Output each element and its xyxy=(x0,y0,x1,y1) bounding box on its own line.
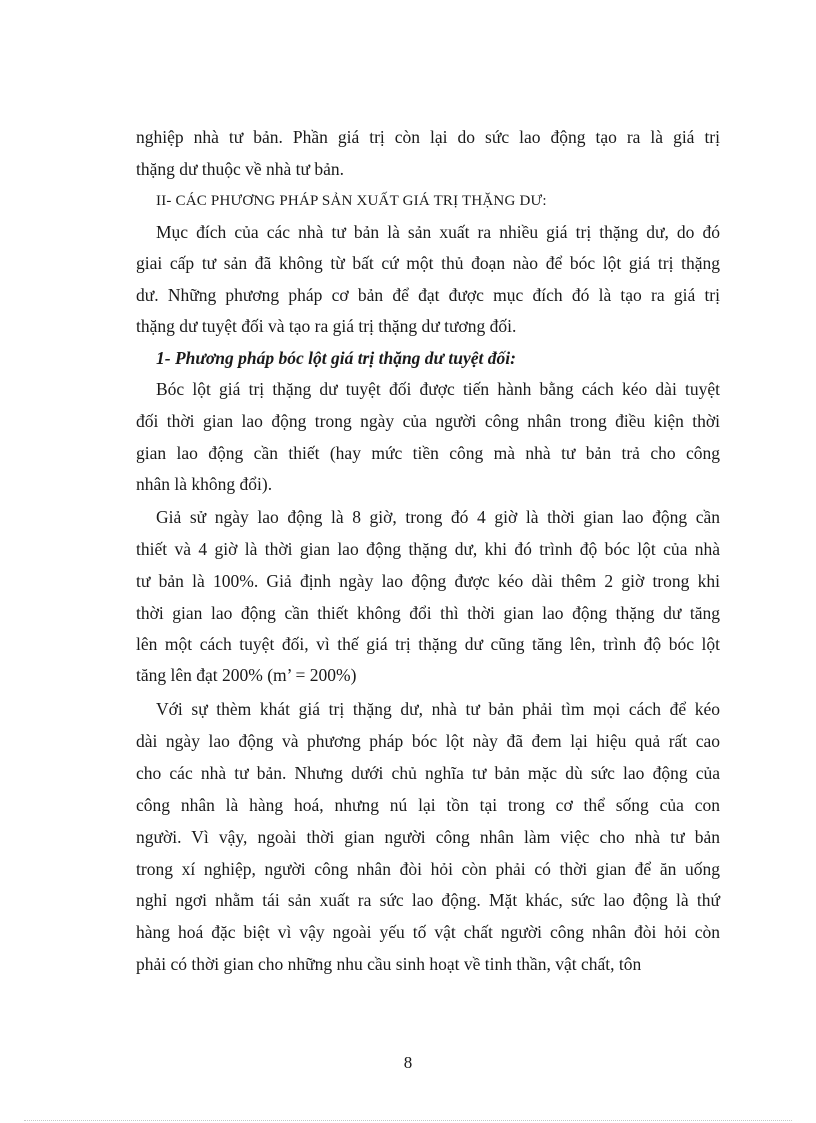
body-line: thiết và 4 giờ là thời gian lao động thặng dư, khi đó trình độ bóc lột của nhà xyxy=(136,539,720,559)
body-line: tăng lên đạt 200% (m’ = 200%) xyxy=(136,665,357,685)
page-number: 8 xyxy=(403,1053,413,1072)
body-line: dư. Những phương pháp cơ bản để đạt được mục đích đó là tạo ra giá trị xyxy=(136,285,720,305)
body-line: thời gian lao động cần thiết không đổi thì thời gian lao động thặng dư tăng xyxy=(136,603,720,623)
body-line: tư bản là 100%. Giả định ngày lao động được kéo dài thêm 2 giờ trong khi xyxy=(136,571,720,591)
section-heading: II- CÁC PHƯƠNG PHÁP SẢN XUẤT GIÁ TRỊ THẶNG DƯ: xyxy=(156,193,547,209)
body-line: nghỉ ngơi nhằm tái sản xuất ra sức lao động. Mặt khác, sức lao động là thứ xyxy=(136,890,720,910)
body-line: phải có thời gian cho những nhu cầu sinh hoạt về tinh thần, vật chất, tôn xyxy=(136,954,642,974)
body-line: thặng dư thuộc về nhà tư bản. xyxy=(136,159,345,179)
body-line: nghiệp nhà tư bản. Phần giá trị còn lại do sức lao động tạo ra là giá trị xyxy=(136,127,720,147)
body-line: nhân là không đổi). xyxy=(136,474,273,494)
body-line: người. Vì vậy, ngoài thời gian người công nhân làm việc cho nhà tư bản xyxy=(136,827,720,847)
body-line: trong xí nghiệp, người công nhân đòi hỏi còn phải có thời gian để ăn uống xyxy=(136,859,720,879)
body-line: gian lao động cần thiết (hay mức tiền công mà nhà tư bản trả cho công xyxy=(136,443,720,463)
body-line: đối thời gian lao động trong ngày của người công nhân trong điều kiện thời xyxy=(136,411,720,431)
body-line: cho các nhà tư bản. Nhưng dưới chủ nghĩa tư bản mặc dù sức lao động của xyxy=(136,763,720,783)
body-line: lên một cách tuyệt đối, vì thế giá trị thặng dư cũng tăng lên, trình độ bóc lột xyxy=(136,634,720,654)
body-line: giai cấp tư sản đã không từ bất cứ một thủ đoạn nào để bóc lột giá trị thặng xyxy=(136,253,720,273)
paragraph-first-line: Với sự thèm khát giá trị thặng dư, nhà tư bản phải tìm mọi cách để kéo xyxy=(156,699,720,719)
paragraph-first-line: Bóc lột giá trị thặng dư tuyệt đối được tiến hành bằng cách kéo dài tuyệt xyxy=(156,379,720,399)
body-line: thặng dư tuyệt đối và tạo ra giá trị thặng dư tương đối. xyxy=(136,316,517,336)
body-line: hàng hoá đặc biệt vì vậy ngoài yếu tố vật chất người công nhân đòi hỏi còn xyxy=(136,922,720,942)
subsection-heading: 1- Phương pháp bóc lột giá trị thặng dư tuyệt đối: xyxy=(156,348,516,368)
paragraph-first-line: Mục đích của các nhà tư bản là sản xuất ra nhiều giá trị thặng dư, do đó xyxy=(156,222,720,242)
body-line: dài ngày lao động và phương pháp bóc lột này đã đem lại hiệu quả rất cao xyxy=(136,731,720,751)
footer-divider xyxy=(24,1120,792,1121)
paragraph-first-line: Giả sử ngày lao động là 8 giờ, trong đó 4 giờ là thời gian lao động cần xyxy=(156,507,720,527)
body-line: công nhân là hàng hoá, nhưng nú lại tồn tại trong cơ thể sống của con xyxy=(136,795,720,815)
